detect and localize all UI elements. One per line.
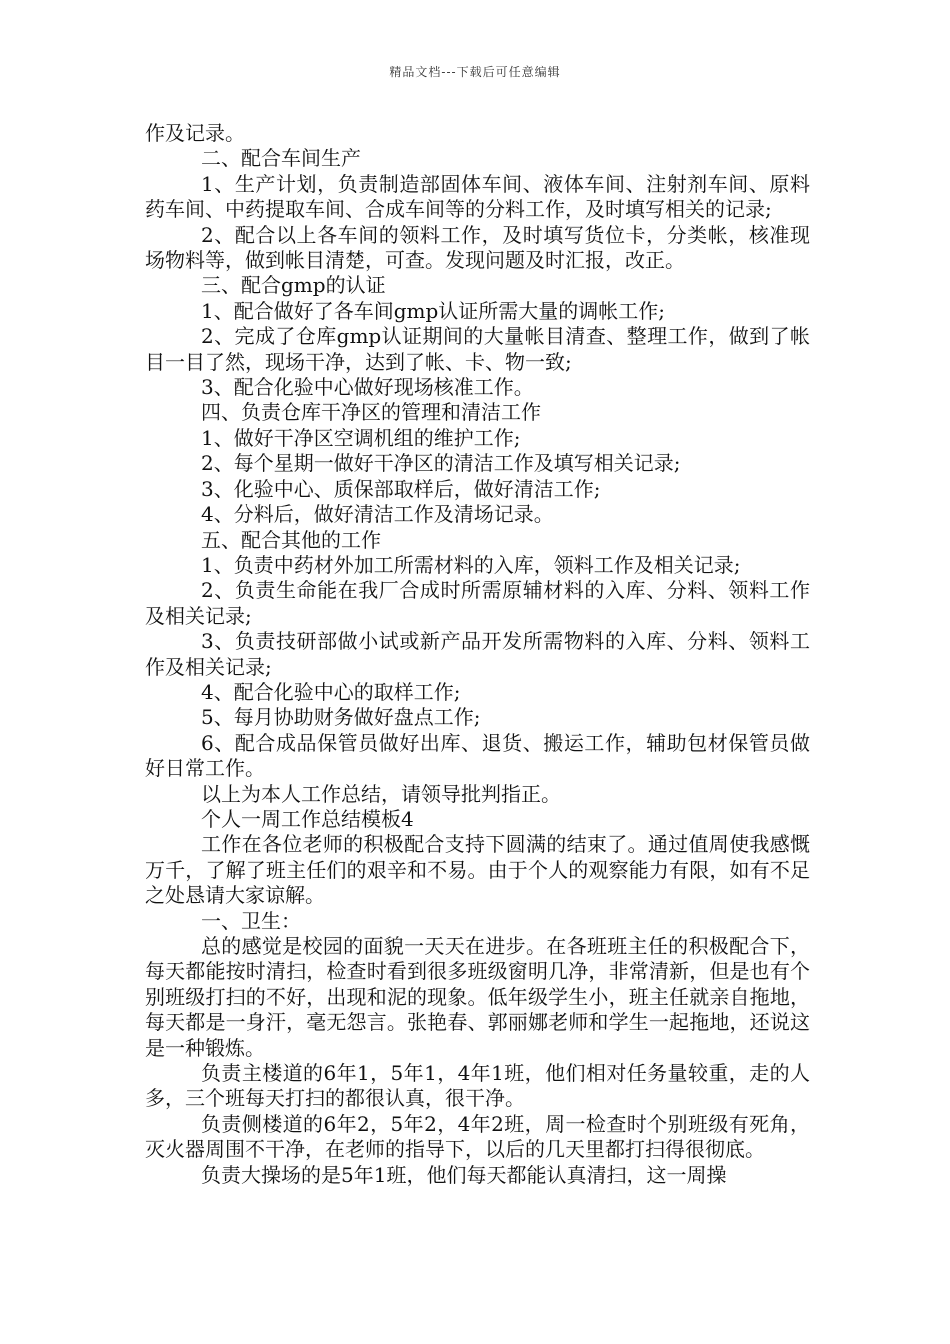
paragraph: 3、化验中心、质保部取样后，做好清洁工作; <box>201 476 601 501</box>
paragraph: 负责侧楼道的6年2，5年2，4年2班，周一检查时个别班级有死角，灭火器周围不干净，在老师的指导下，以后的几天里都打扫得很彻底。 <box>145 1111 810 1162</box>
paragraph: 2、配合以上各车间的领料工作，及时填写货位卡，分类帐，核准现场物料等，做到帐目清楚，可查。发现问题及时汇报，改正。 <box>145 222 810 273</box>
document-body <box>145 121 810 1188</box>
paragraph: 2、完成了仓库gmp认证期间的大量帐目清查、整理工作，做到了帐目一目了然，现场干净，达到了帐、卡、物一致; <box>145 324 810 374</box>
section-heading: 五、配合其他的工作 <box>201 527 381 552</box>
section-heading: 三、配合gmp的认证 <box>201 273 386 298</box>
page-header: 精品文档---下载后可任意编辑 <box>389 65 561 79</box>
paragraph: 1、配合做好了各车间gmp认证所需大量的调帐工作; <box>201 298 666 323</box>
paragraph: 负责大操场的是5年1班，他们每天都能认真清扫，这一周操 <box>201 1162 727 1187</box>
section-heading: 四、负责仓库干净区的管理和清洁工作 <box>201 400 541 425</box>
section-heading: 二、配合车间生产 <box>201 146 361 171</box>
paragraph: 3、负责技研部做小试或新产品开发所需物料的入库、分料、领料工作及相关记录; <box>145 629 810 679</box>
paragraph: 1、生产计划，负责制造部固体车间、液体车间、注射剂车间、原料药车间、中药提取车间、合成车间等的分料工作，及时填写相关的记录; <box>145 171 810 222</box>
paragraph: 2、负责生命能在我厂合成时所需原辅材料的入库、分料、领料工作及相关记录; <box>145 578 810 628</box>
paragraph: 以上为本人工作总结，请领导批判指正。 <box>201 781 561 806</box>
section-heading: 一、卫生： <box>201 908 301 933</box>
paragraph: 4、分料后，做好清洁工作及清场记录。 <box>201 502 554 527</box>
paragraph: 3、配合化验中心做好现场核准工作。 <box>201 375 534 400</box>
paragraph: 总的感觉是校园的面貌一天天在进步。在各班班主任的积极配合下，每天都能按时清扫，检查时看到很多班级窗明几净，非常清新，但是也有个别班级打扫的不好，出现和泥的现象。低年级学生小，班主任就亲自拖地，每天都是一身汗，毫无怨言。张艳春、郭丽娜老师和学生一起拖地，还说这是一种锻炼。 <box>145 934 810 1060</box>
paragraph: 工作在各位老师的积极配合支持下圆满的结束了。通过值周使我感慨万千，了解了班主任们的艰辛和不易。由于个人的观察能力有限，如有不足之处恳请大家谅解。 <box>145 832 810 908</box>
paragraph: 负责主楼道的6年1，5年1，4年1班，他们相对任务量较重，走的人多，三个班每天打扫的都很认真，很干净。 <box>145 1061 810 1111</box>
paragraph: 作及记录。 <box>145 121 245 145</box>
paragraph: 1、做好干净区空调机组的维护工作; <box>201 425 521 450</box>
paragraph: 4、配合化验中心的取样工作; <box>201 679 461 704</box>
paragraph: 6、配合成品保管员做好出库、退货、搬运工作，辅助包材保管员做好日常工作。 <box>145 730 810 781</box>
paragraph: 1、负责中药材外加工所需材料的入库，领料工作及相关记录; <box>201 552 741 577</box>
paragraph: 5、每月协助财务做好盘点工作; <box>201 705 481 730</box>
document-subtitle: 个人一周工作总结模板4 <box>201 806 414 831</box>
paragraph: 2、每个星期一做好干净区的清洁工作及填写相关记录; <box>201 451 681 476</box>
